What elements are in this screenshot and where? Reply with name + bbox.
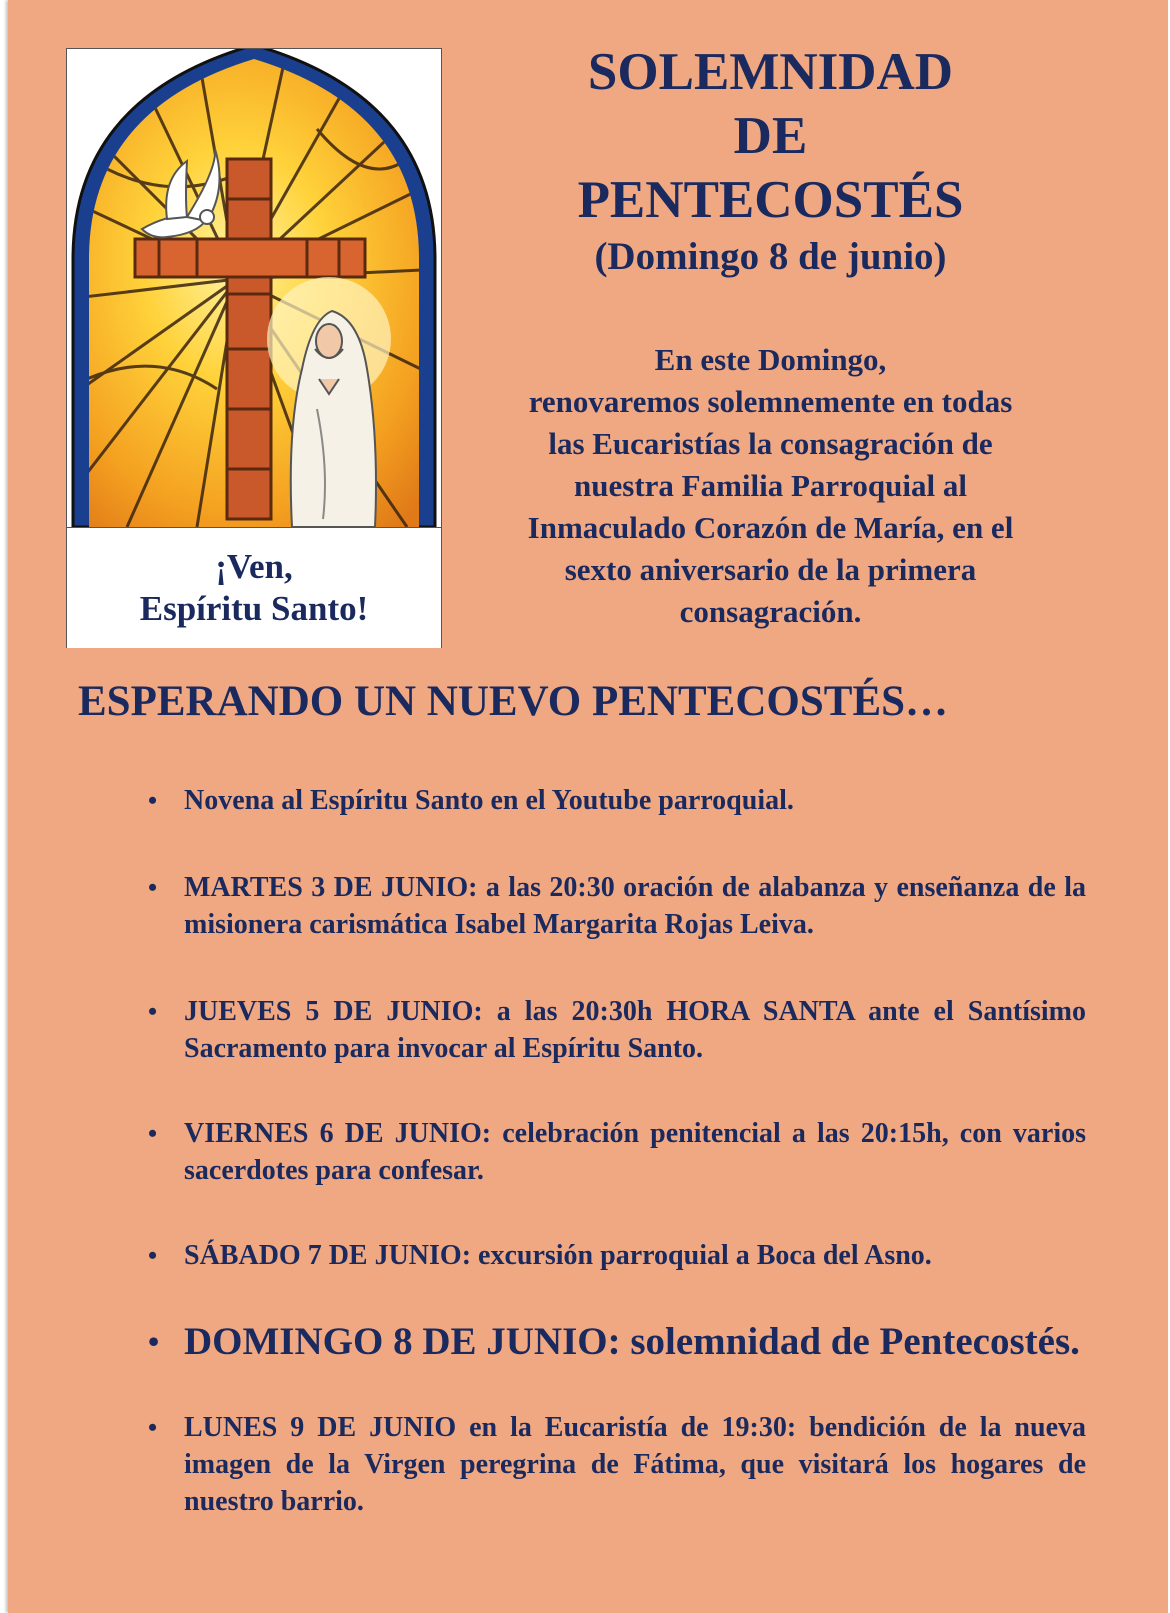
event-item-lunes: • LUNES 9 DE JUNIO en la Eucaristía de 19:30: bendición de la nueva imagen de la Virgen peregrina de Fátima, que visitará los hogares de nuestro barrio.	[148, 1409, 1086, 1520]
intro-line: consagración.	[679, 594, 862, 629]
intro-line: nuestra Familia Parroquial al	[574, 468, 967, 503]
event-item-sabado: • SÁBADO 7 DE JUNIO: excursión parroquial a Boca del Asno.	[148, 1237, 1086, 1274]
image-caption	[67, 527, 441, 648]
intro-line: renovaremos solemnemente en todas	[528, 384, 1013, 419]
title-line-2: DE	[733, 107, 808, 165]
intro-line: En este Domingo,	[654, 342, 887, 377]
title-subtitle: (Domingo 8 de junio)	[594, 235, 947, 278]
events-list	[148, 782, 1086, 1520]
section-heading: ESPERANDO UN NUEVO PENTECOSTÉS…	[78, 678, 949, 725]
intro-paragraph	[468, 339, 1073, 633]
caption-line-1: ¡Ven,	[215, 547, 293, 586]
page-title	[478, 40, 1063, 282]
title-line-1: SOLEMNIDAD	[587, 43, 954, 101]
event-item-jueves: • JUEVES 5 DE JUNIO: a las 20:30h HORA SANTA ante el Santísimo Sacramento para invocar al Espíritu Santo.	[148, 993, 1086, 1067]
intro-line: Inmaculado Corazón de María, en el	[527, 510, 1014, 545]
intro-line: sexto aniversario de la primera	[564, 552, 977, 587]
event-item-martes: • MARTES 3 DE JUNIO: a las 20:30 oración de alabanza y enseñanza de la misionera carismática Isabel Margarita Rojas Leiva.	[148, 869, 1086, 943]
intro-line: las Eucaristías la consagración de	[548, 426, 993, 461]
caption-line-2: Espíritu Santo!	[139, 589, 369, 628]
event-item-novena: • Novena al Espíritu Santo en el Youtube parroquial.	[148, 782, 1086, 819]
event-item-domingo: • DOMINGO 8 DE JUNIO: solemnidad de Pentecostés.	[148, 1318, 1086, 1365]
stained-glass-window-image	[67, 49, 441, 527]
title-line-3: PENTECOSTÉS	[577, 171, 964, 229]
stained-glass-image-box	[66, 48, 442, 648]
event-item-viernes: • VIERNES 6 DE JUNIO: celebración penitencial a las 20:15h, con varios sacerdotes para confesar.	[148, 1115, 1086, 1189]
flyer-page	[8, 0, 1168, 1613]
